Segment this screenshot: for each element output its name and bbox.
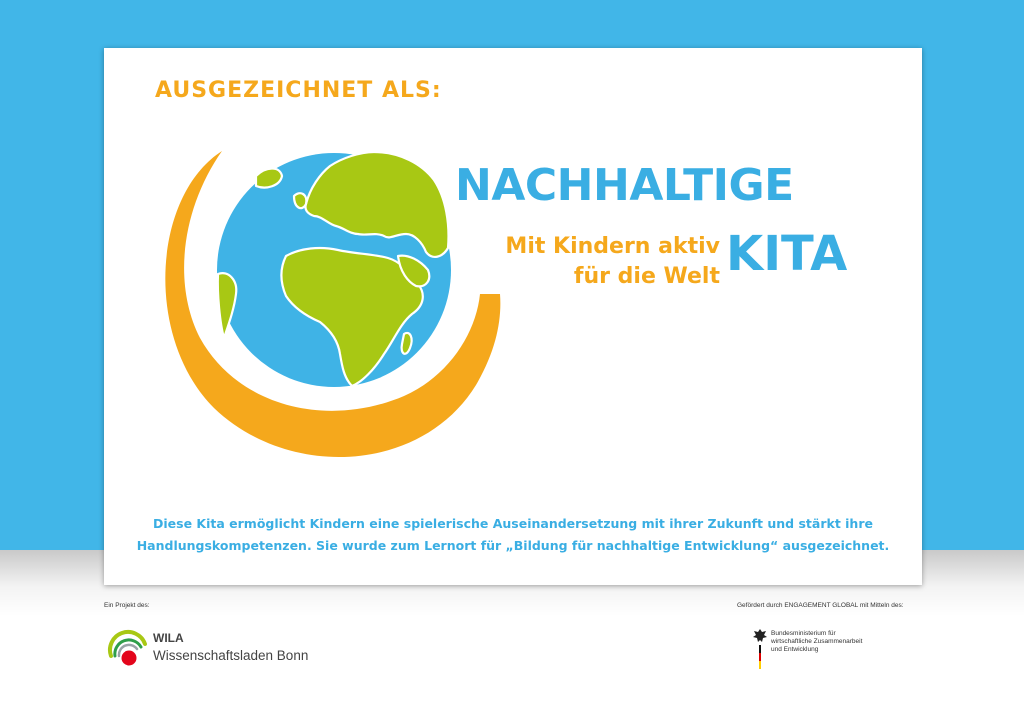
bmz-logo <box>752 628 912 673</box>
title-kita: KITA <box>726 226 848 282</box>
wila-name: WILA <box>153 631 184 645</box>
bmz-name <box>771 630 862 654</box>
award-heading: AUSGEZEICHNET ALS: <box>155 78 442 103</box>
project-label: Ein Projekt des: <box>104 602 150 609</box>
wila-subtitle: Wissenschaftsladen Bonn <box>153 648 309 663</box>
slogan <box>452 232 720 292</box>
bmz-line-2: wirtschaftliche Zusammenarbeit <box>771 638 863 645</box>
description <box>124 513 902 557</box>
bmz-line-1: Bundesministerium für <box>771 630 836 637</box>
description-line-2: Handlungskompetenzen. Sie wurde zum Lernort für „Bildung für nachhaltige Entwicklung“ ausgezeichnet. <box>136 538 890 553</box>
wila-logo <box>105 626 325 674</box>
certificate-card <box>104 48 922 585</box>
title-nachhaltige: NACHHALTIGE <box>455 160 794 211</box>
federal-eagle-icon <box>752 628 768 670</box>
slogan-line-1: Mit Kindern aktiv <box>505 234 720 259</box>
wila-logo-icon <box>105 626 149 670</box>
bmz-line-3: und Entwicklung <box>771 646 819 653</box>
slogan-line-2: für die Welt <box>573 264 720 289</box>
funding-label: Gefördert durch ENGAGEMENT GLOBAL mit Mitteln des: <box>737 602 904 609</box>
description-line-1: Diese Kita ermöglicht Kindern eine spielerische Auseinandersetzung mit ihrer Zukunft und stärkt ihre <box>153 516 873 531</box>
